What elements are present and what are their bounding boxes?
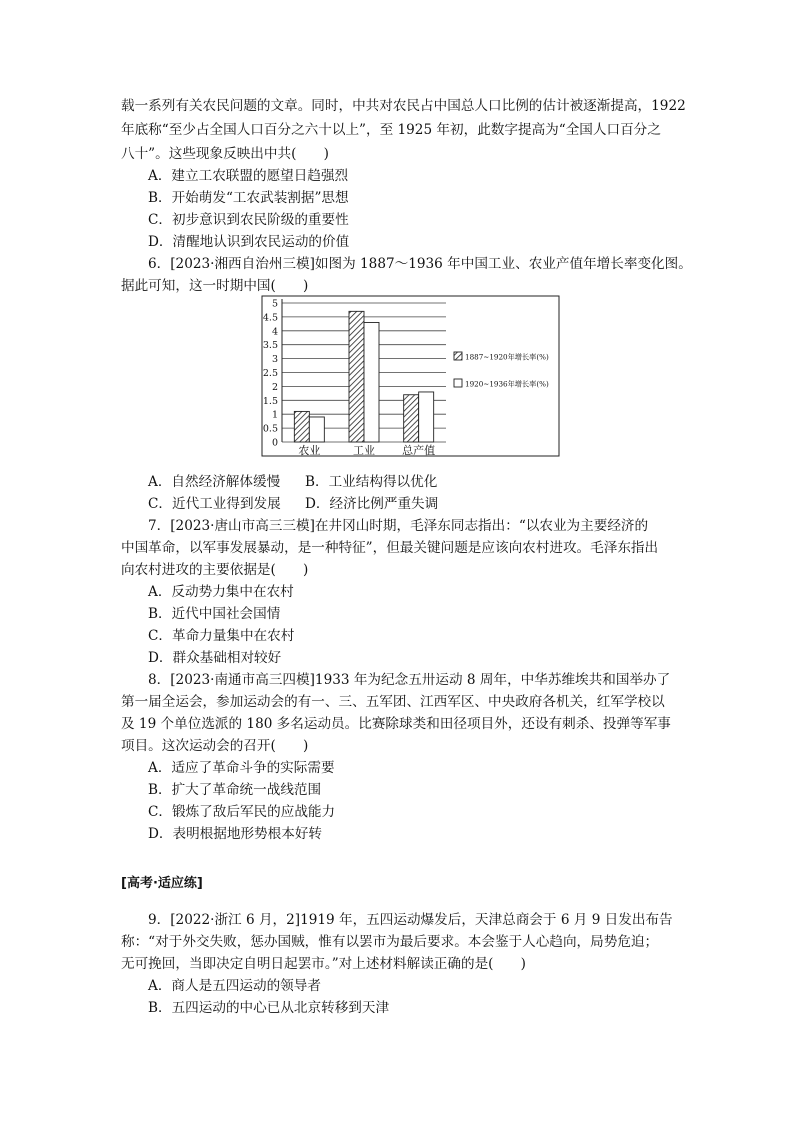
q7-option-d: D．群众基础相对较好 — [148, 650, 282, 666]
q5-stem-line-3: 八十”。这些现象反映出中共( ) — [121, 146, 329, 162]
y-tick-label: 1 — [271, 409, 278, 421]
q8-stem-line-2: 第一届全运会，参加运动会的有一、三、五军团、江西军区、中央政府各机关，红军学校以 — [121, 694, 665, 710]
q5-option-c: C．初步意识到农民阶级的重要性 — [148, 212, 349, 228]
q8-stem-line-3: 及 19 个单位选派的 180 多名运动员。比赛除球类和田径项目外，还设有刺杀、投弹等军事 — [121, 716, 671, 732]
legend-label: 1887~1920年增长率(%) — [465, 352, 549, 362]
q7-option-a: A．反动势力集中在农村 — [148, 584, 294, 600]
section-title: [高考·适应练] — [121, 876, 203, 891]
q7-stem-line-2: 中国革命，以军事发展暴动，是一种特征”，但最关键问题是应该向农村进攻。毛泽东指出 — [121, 540, 659, 556]
q6-stem-line-1: 6．[2023·湘西自治州三模]如图为 1887～1936 年中国工业、农业产值年增长率变化图。 — [148, 256, 692, 272]
q5-option-a: A．建立工农联盟的愿望日趋强烈 — [148, 168, 349, 184]
y-tick-label: 1.5 — [262, 395, 278, 407]
q8-stem-line-4: 项目。这次运动会的召开( ) — [121, 738, 309, 754]
q9-option-a: A．商人是五四运动的领导者 — [148, 978, 321, 994]
y-tick-label: 4 — [271, 326, 278, 338]
x-category-label: 工业 — [353, 444, 375, 457]
y-tick-label: 3.5 — [262, 340, 278, 352]
q7-stem-line-1: 7．[2023·唐山市高三三模]在井冈山时期，毛泽东同志指出：“以农业为主要经济的 — [148, 518, 649, 534]
q5-stem-line-2: 年底称“至少占全国人口百分之六十以上”，至 1925 年初，此数字提高为“全国人口百分之 — [121, 122, 661, 138]
bar-series2-1 — [364, 322, 379, 442]
y-tick-label: 3 — [271, 354, 278, 366]
q8-option-d: D．表明根据地形势根本好转 — [148, 826, 323, 842]
q6-option-a: A．自然经济解体缓慢 — [148, 474, 281, 490]
q9-option-b: B．五四运动的中心已从北京转移到天津 — [148, 1000, 390, 1016]
q9-stem-line-3: 无可挽回，当即决定自明日起罢市。”对上述材料解读正确的是( ) — [121, 956, 526, 972]
x-category-label: 农业 — [298, 444, 321, 457]
q8-option-b: B．扩大了革命统一战线范围 — [148, 782, 322, 798]
y-tick-label: 2 — [271, 381, 278, 393]
legend-swatch — [454, 352, 462, 360]
y-tick-label: 0 — [271, 437, 278, 449]
bar-series2-0 — [309, 417, 324, 442]
q7-option-b: B．近代中国社会国情 — [148, 606, 281, 622]
y-tick-label: 0.5 — [262, 423, 278, 435]
q6-stem-line-2: 据此可知，这一时期中国( ) — [121, 278, 309, 294]
q8-option-a: A．适应了革命斗争的实际需要 — [148, 760, 335, 776]
y-tick-label: 4.5 — [262, 312, 278, 324]
bar-series1-2 — [404, 395, 419, 442]
q6-option-c: C．近代工业得到发展 — [148, 496, 281, 512]
x-category-label: 总产值 — [402, 444, 436, 457]
q6-option-b: B．工业结构得以优化 — [305, 474, 438, 490]
q5-stem-line-1: 载一系列有关农民问题的文章。同时，中共对农民占中国总人口比例的估计被逐渐提高，1922 — [121, 98, 686, 114]
y-tick-label: 5 — [271, 298, 278, 310]
q8-stem-line-1: 8．[2023·南通市高三四模]1933 年为纪念五卅运动 8 周年，中华苏维埃共和国举办了 — [148, 672, 671, 688]
bar-series1-1 — [349, 311, 364, 442]
q9-stem-line-1: 9．[2022·浙江 6 月，2]1919 年，五四运动爆发后，天津总商会于 6 月 9 日发出布告 — [148, 912, 673, 928]
q7-option-c: C．革命力量集中在农村 — [148, 628, 295, 644]
q7-stem-line-3: 向农村进攻的主要依据是( ) — [121, 562, 309, 578]
q9-stem-line-2: 称：“对于外交失败，惩办国贼，惟有以罢市为最后要求。本会鉴于人心趋向，局势危迫； — [121, 934, 659, 950]
q6-option-d: D．经济比例严重失调 — [305, 496, 439, 512]
y-tick-label: 2.5 — [262, 368, 278, 379]
q5-option-d: D．清醒地认识到农民运动的价值 — [148, 234, 350, 250]
q8-option-c: C．锻炼了敌后军民的应战能力 — [148, 804, 336, 820]
legend-swatch — [454, 379, 462, 387]
bar-series1-0 — [294, 411, 309, 442]
q5-option-b: B．开始萌发“工农武装割据”思想 — [148, 190, 349, 206]
bar-series2-2 — [419, 392, 434, 442]
legend-label: 1920~1936年增长率(%) — [465, 379, 549, 389]
